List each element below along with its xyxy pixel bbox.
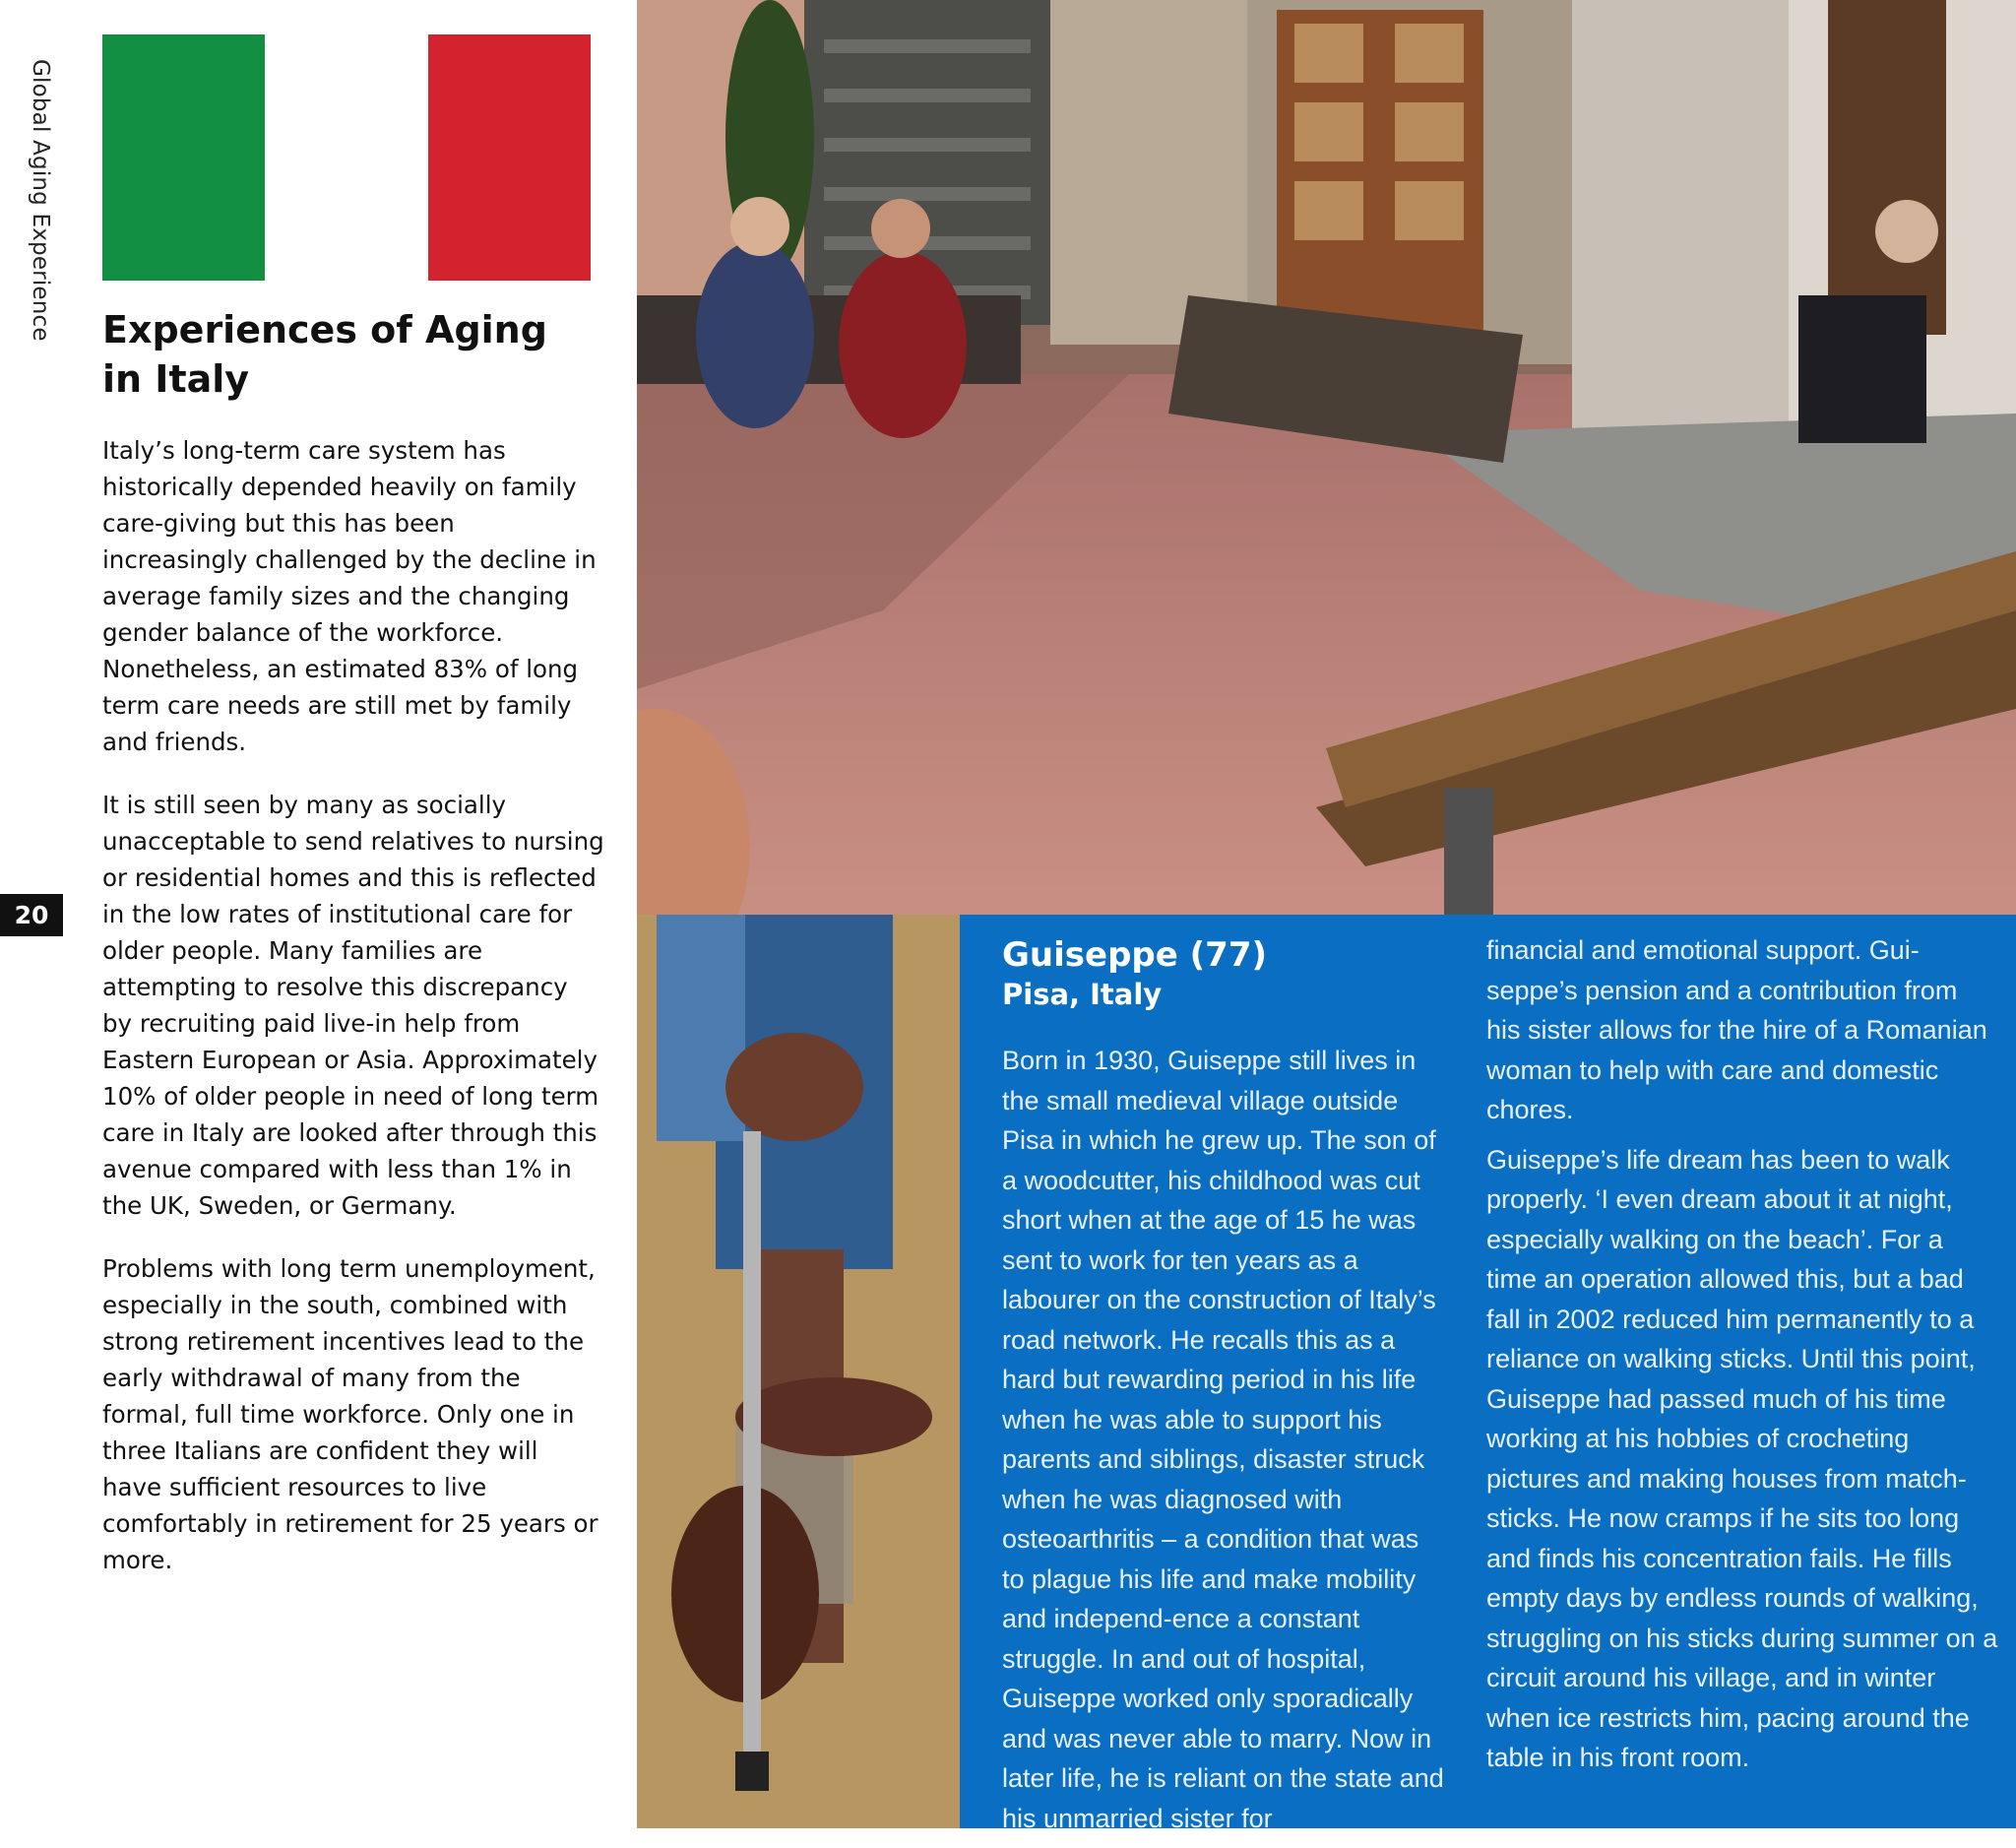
photo-walking-cane [637, 915, 960, 1828]
running-title [10, 59, 71, 345]
running-title-text: Global Aging Experience [28, 59, 53, 342]
flag-white-stripe [265, 34, 427, 281]
profile-name: Guiseppe (77) [1002, 935, 1268, 975]
profile-paragraph: financial and emotional support. Gui-seppe’s pension and a contribution from his sister allows for the hire of a Romanian woman to help with care and domestic chores. [1486, 935, 1987, 1124]
italian-flag [102, 34, 591, 281]
flag-green-stripe [102, 34, 265, 281]
page-title-line2: in Italy [102, 357, 250, 401]
article-body [102, 432, 604, 1605]
profile-column-1 [1002, 1041, 1445, 1848]
profile-location: Pisa, Italy [1002, 978, 1163, 1011]
page-title [102, 305, 595, 404]
photo-village-square [637, 0, 2016, 915]
profile-column-2 [1486, 930, 1998, 1788]
village-square-illustration [637, 0, 2016, 915]
article-paragraph: Problems with long term unemployment, especially in the south, combined with strong retirement incentives lead to the early withdrawal of many from the formal, full time workforce. Only one in three Italians are confident they will have sufficient resources to live comfortably in retirement for 25 years or more. [102, 1254, 598, 1574]
page-title-line1: Experiences of Aging [102, 308, 547, 351]
profile-panel [960, 915, 2016, 1833]
article-paragraph: It is still seen by many as socially unacceptable to send relatives to nursing or residential homes and this is reflected in the low rates of institutional care for older people. Many families are attempting to resolve this discrepancy by recruiting paid live-in help from Eastern European or Asia. Approximately 10% of older people in need of long term care in Italy are looked after through this avenue compared with less than 1% in the UK, Sweden, or Germany. [102, 791, 604, 1220]
page-number: 20 [0, 894, 63, 936]
walking-cane-illustration [637, 915, 960, 1828]
flag-red-stripe [428, 34, 591, 281]
profile-paragraph: Born in 1930, Guiseppe still lives in the small medieval village outside Pisa in which he grew up. The son of a woodcutter, his childhood was cut short when at the age of 15 he was sent to work for ten years as a labourer on the construction of Italy’s road network. He recalls this as a hard but rewarding period in his life when he was able to support his parents and siblings, disaster struck when he was diagnosed with osteoarthritis – a condition that was to plague his life and make mobility and independ-ence a constant struggle. In and out of hospital, Guiseppe worked only sporadically and was never able to marry. Now in later life, he is reliant on the state and his unmarried sister for [1002, 1046, 1444, 1833]
profile-paragraph: Guiseppe’s life dream has been to walk properly. ‘I even dream about it at night, especially walking on the beach’. For a time an operation allowed this, but a bad fall in 2002 reduced him permanently to a reliance on walking sticks. Until this point, Guiseppe had passed much of his time working at his hobbies of crocheting pictures and making houses from match-sticks. He now cramps if he sits too long and finds his concentration fails. He fills empty days by endless rounds of walking, struggling on his sticks during summer on a circuit around his village, and in winter when ice restricts him, pacing around the table in his front room. [1486, 1144, 1998, 1772]
article-paragraph: Italy’s long-term care system has historically depended heavily on family care-giving but this has been increasingly challenged by the decline in average family sizes and the changing gender balance of the workforce. Nonetheless, an estimated 83% of long term care needs are still met by family and friends. [102, 436, 597, 756]
